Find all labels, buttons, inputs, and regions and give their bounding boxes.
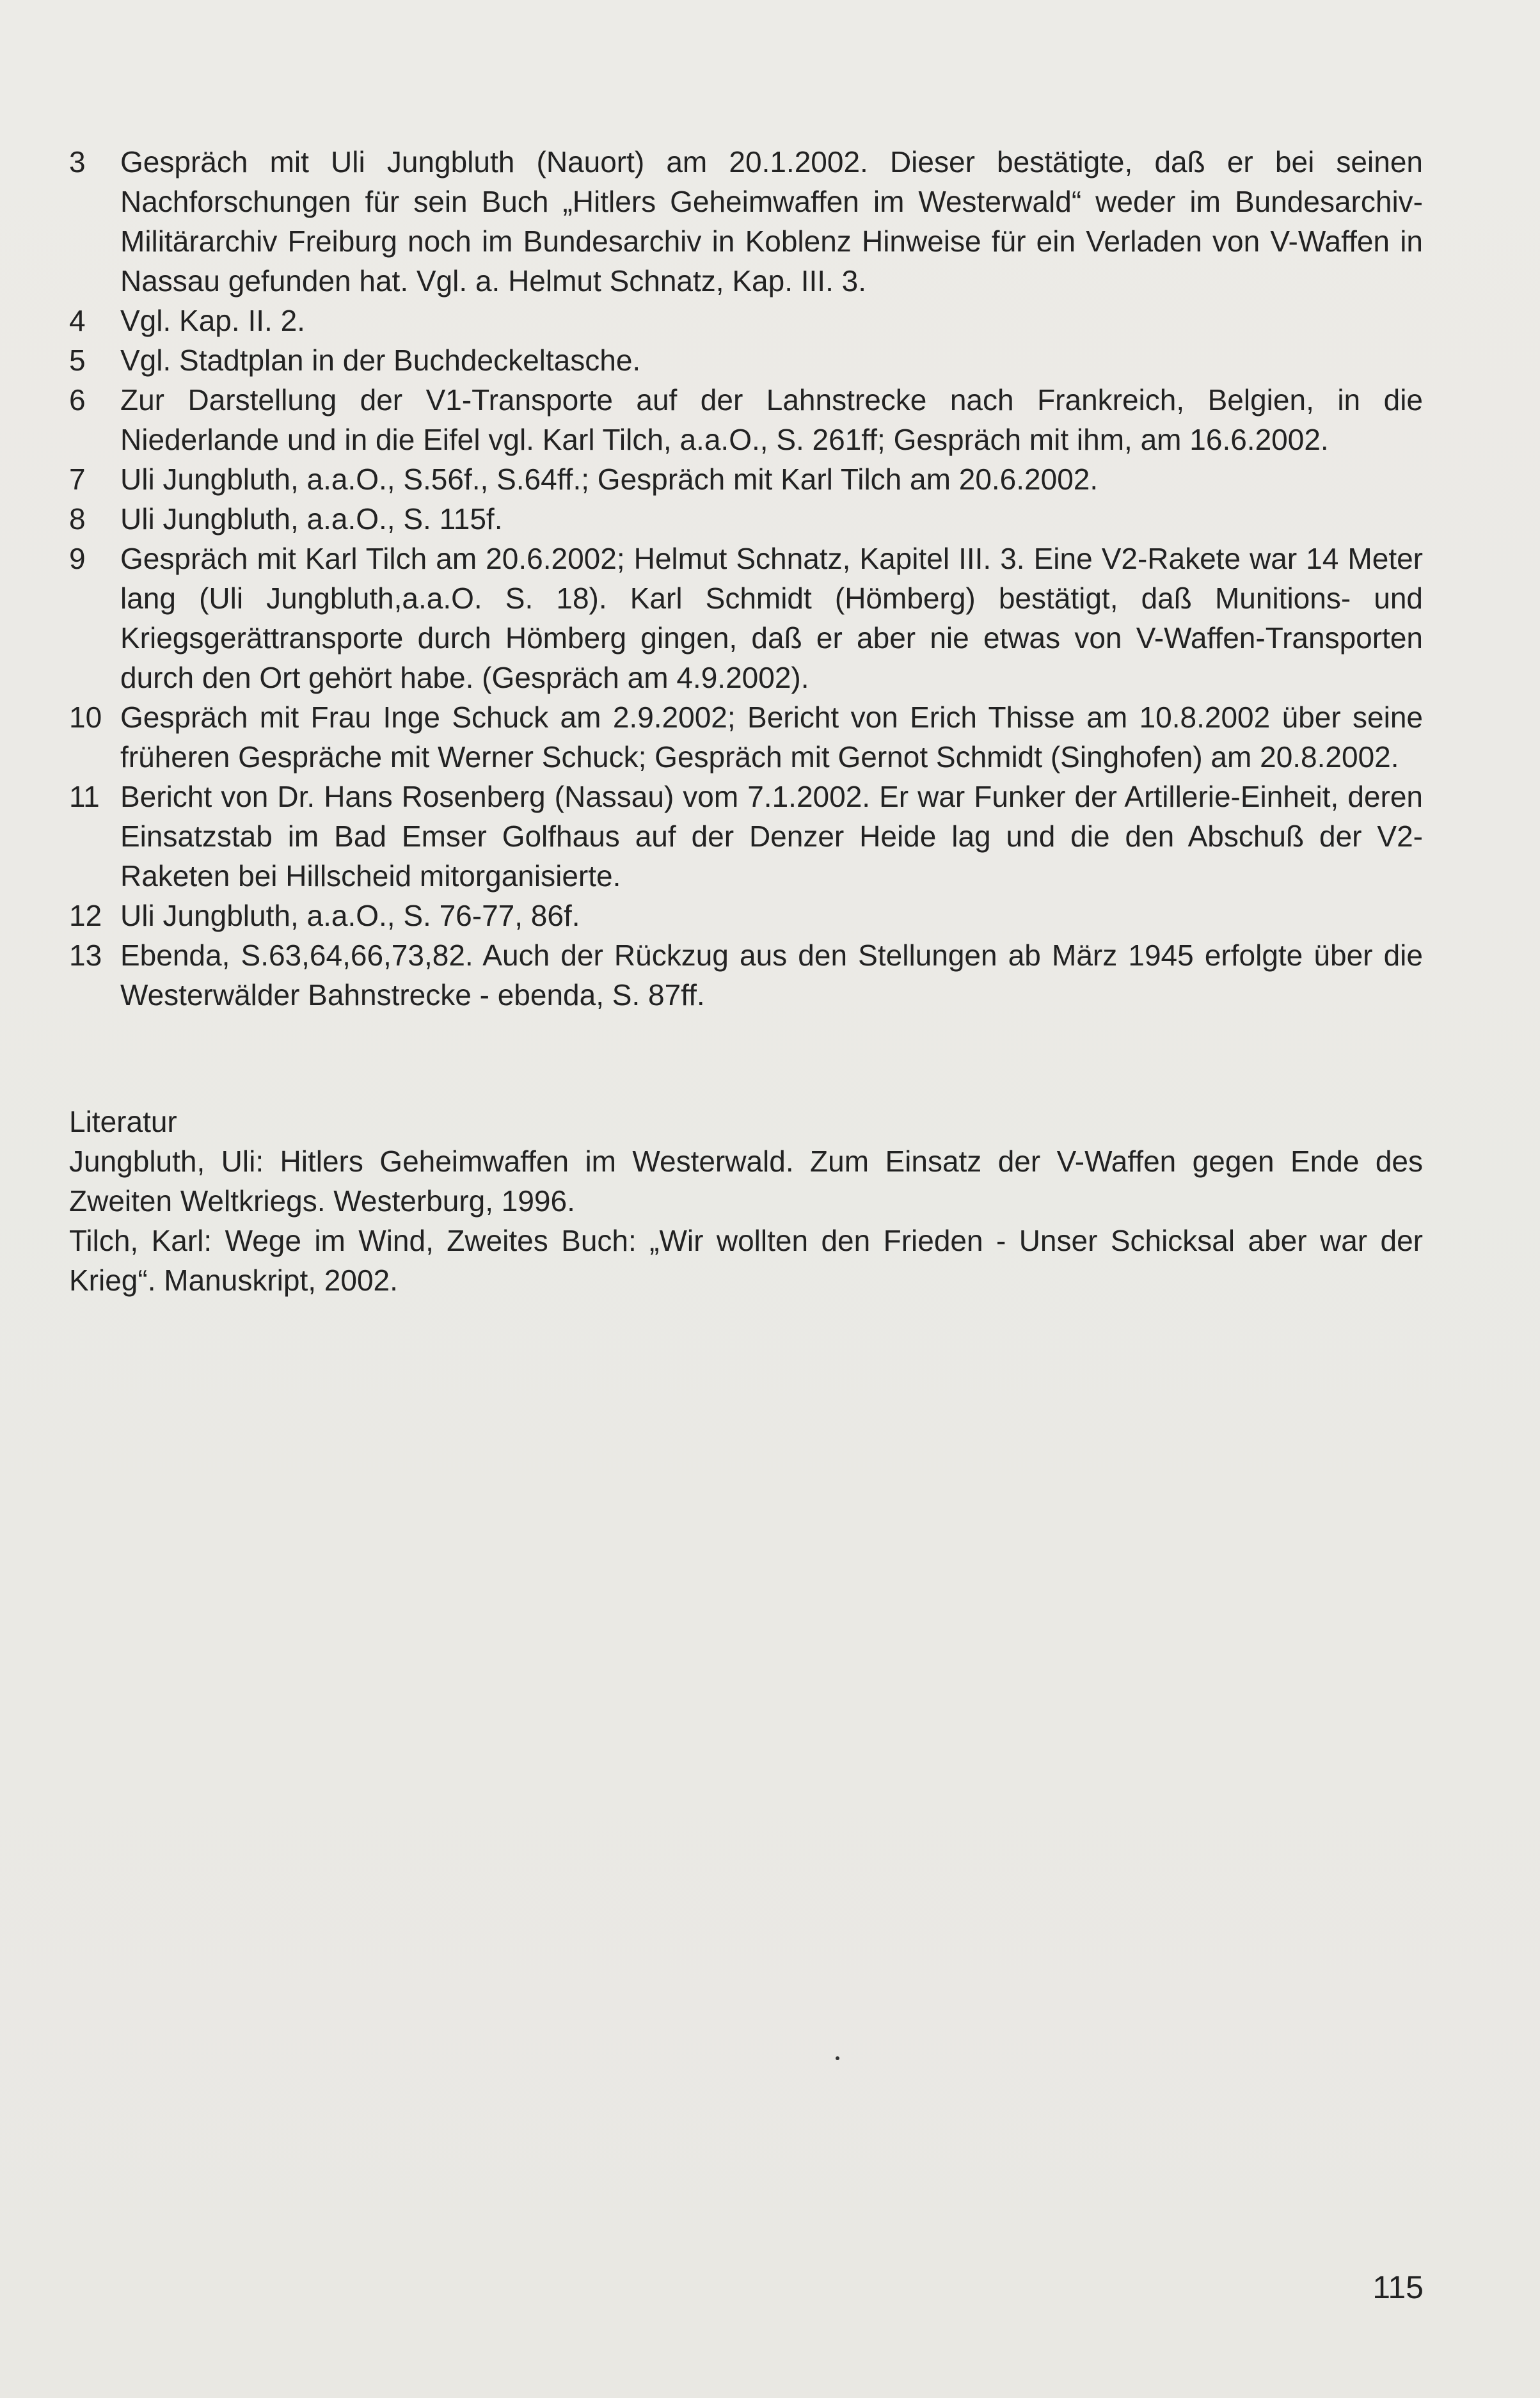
footnote-text: Gespräch mit Karl Tilch am 20.6.2002; Helmut Schnatz, Kapitel III. 3. Eine V2-Rakete war 14 Meter lang (Uli Jungbluth,a.a.O. S. 18). Karl Schmidt (Hömberg) bestätigt, daß Munitions- und Kriegsgerättransporte durch Hömberg gingen, daß er aber nie etwas von V-Waffen-Transporten durch den Ort gehört habe. (Gespräch am 4.9.2002).	[120, 542, 1423, 694]
footnote	[69, 459, 1423, 499]
footnote-text: Gespräch mit Frau Inge Schuck am 2.9.2002; Bericht von Erich Thisse am 10.8.2002 über seine früheren Gespräche mit Werner Schuck; Gespräch mit Gernot Schmidt (Singhofen) am 20.8.2002.	[120, 701, 1423, 774]
footnote-number: 8	[69, 502, 86, 536]
footnote-text: Uli Jungbluth, a.a.O., S.56f., S.64ff.; Gespräch mit Karl Tilch am 20.6.2002.	[120, 463, 1099, 496]
literature-section	[69, 1102, 1423, 1300]
footnote-text: Vgl. Stadtplan in der Buchdeckeltasche.	[120, 344, 641, 377]
footnotes-list	[69, 142, 1423, 1015]
footnote	[69, 499, 1423, 539]
footnote-number: 9	[69, 542, 86, 575]
footnote-text: Gespräch mit Uli Jungbluth (Nauort) am 20.1.2002. Dieser bestätigte, daß er bei seinen Nachforschungen für sein Buch „Hitlers Geheimwaffen im Westerwald“ weder im Bundesarchiv-Militärarchiv Freiburg noch im Bundesarchiv in Koblenz Hinweise für ein Verladen von V-Waffen in Nassau gefunden hat. Vgl. a. Helmut Schnatz, Kap. III. 3.	[120, 145, 1423, 298]
footnote-number: 3	[69, 145, 86, 179]
footnote-number: 12	[69, 899, 102, 932]
footnote	[69, 777, 1423, 896]
footnote-text: Bericht von Dr. Hans Rosenberg (Nassau) vom 7.1.2002. Er war Funker der Artillerie-Einheit, deren Einsatzstab im Bad Emser Golfhaus auf der Denzer Heide lag und die den Abschuß der V2-Raketen bei Hillscheid mitorganisierte.	[120, 780, 1423, 893]
footnote-number: 10	[69, 701, 102, 734]
footnote-text: Uli Jungbluth, a.a.O., S. 76-77, 86f.	[120, 899, 580, 932]
footnote-number: 7	[69, 463, 86, 496]
footnote-number: 13	[69, 939, 102, 972]
footnote	[69, 142, 1423, 301]
footnote-text: Ebenda, S.63,64,66,73,82. Auch der Rückzug aus den Stellungen ab März 1945 erfolgte über die Westerwälder Bahnstrecke - ebenda, S. 87ff.	[120, 939, 1423, 1012]
print-speck	[836, 2056, 839, 2060]
footnote	[69, 380, 1423, 459]
literature-entry: Tilch, Karl: Wege im Wind, Zweites Buch: „Wir wollten den Frieden - Unser Schicksal aber war der Krieg“. Manuskript, 2002.	[69, 1224, 1423, 1297]
footnote	[69, 935, 1423, 1015]
footnote	[69, 539, 1423, 697]
footnote-number: 4	[69, 304, 86, 337]
footnote-text: Zur Darstellung der V1-Transporte auf der Lahnstrecke nach Frankreich, Belgien, in die Niederlande und in die Eifel vgl. Karl Tilch, a.a.O., S. 261ff; Gespräch mit ihm, am 16.6.2002.	[120, 383, 1423, 456]
footnote-number: 6	[69, 383, 86, 417]
footnote	[69, 697, 1423, 777]
page-number: 115	[1372, 2269, 1424, 2305]
footnote-number: 11	[69, 780, 100, 813]
footnote	[69, 896, 1423, 935]
footnote-text: Vgl. Kap. II. 2.	[120, 304, 305, 337]
footnote-number: 5	[69, 344, 86, 377]
footnote-text: Uli Jungbluth, a.a.O., S. 115f.	[120, 502, 503, 536]
footnote	[69, 301, 1423, 340]
footnote	[69, 340, 1423, 380]
literature-entry: Jungbluth, Uli: Hitlers Geheimwaffen im Westerwald. Zum Einsatz der V-Waffen gegen Ende des Zweiten Weltkriegs. Westerburg, 1996.	[69, 1145, 1423, 1218]
literature-heading: Literatur	[69, 1105, 177, 1138]
